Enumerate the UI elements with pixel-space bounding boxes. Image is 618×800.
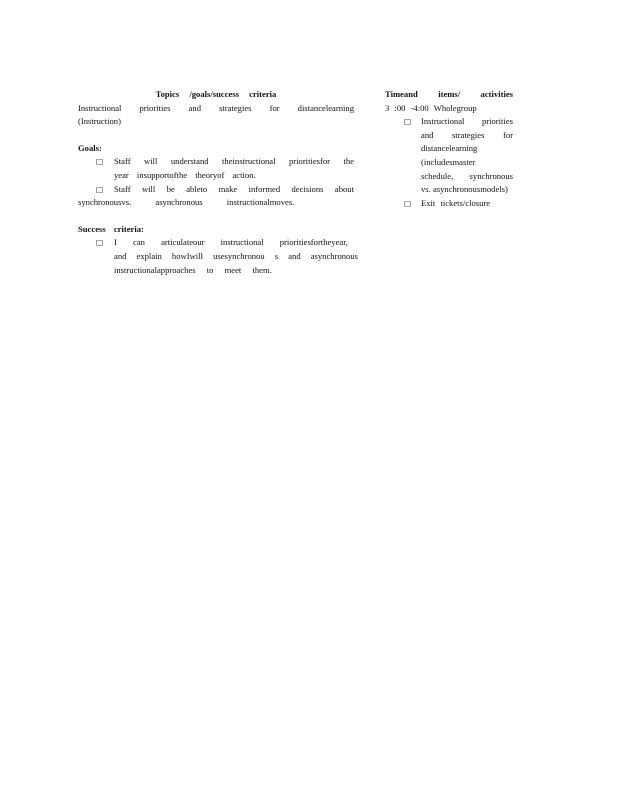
- goal-text-line: year insupportofthe theoryof action.: [114, 169, 256, 180]
- goals-list: [78, 155, 354, 209]
- time-line: 3 :00 -4:00 Wholegroup: [385, 102, 477, 113]
- activities-list: [385, 115, 513, 210]
- square-bullet-icon: □: [96, 238, 104, 248]
- square-bullet-icon: □: [404, 198, 412, 208]
- goal-text-line: synchronousvs. asynchronous instructionalmoves.: [78, 197, 295, 208]
- activity-item: [385, 197, 513, 211]
- success-text-line: I can articulateour instructional prioritiesfortheyear,: [114, 237, 348, 248]
- square-bullet-icon: □: [96, 184, 104, 194]
- square-bullet-icon: □: [404, 117, 412, 127]
- topics-heading: Topics /goals/success criteria: [155, 89, 277, 99]
- activity-text-line: (includesmaster: [421, 156, 476, 167]
- activity-text-line: distancelearning: [421, 143, 478, 154]
- activity-text-line: Instructional priorities: [421, 116, 513, 127]
- activity-item: [385, 115, 513, 197]
- activity-text-line: and strategies for: [421, 129, 513, 140]
- session-title-line1: Instructional priorities and strategies for distancelearning: [78, 102, 354, 113]
- topics-goals-column: [78, 88, 358, 277]
- success-text-line: and explain howIwill usesynchronou s and asynchronous: [114, 250, 358, 261]
- square-bullet-icon: □: [96, 157, 104, 167]
- success-criteria-section: [78, 223, 358, 277]
- time-activities-column: [385, 88, 513, 210]
- activity-text-line: Exit tickets/closure: [421, 197, 491, 208]
- goal-item: [78, 155, 354, 182]
- goal-item: [78, 183, 354, 210]
- time-activities-heading: Timeand items/ activities: [385, 89, 513, 99]
- goals-heading: Goals:: [78, 142, 102, 153]
- success-criteria-item: [78, 236, 358, 277]
- success-criteria-list: [78, 236, 358, 277]
- activity-text-line: schedule, synchronous: [421, 170, 513, 181]
- activity-text-line: vs. asynchronousmodels): [421, 184, 508, 195]
- success-text-line: instructionalapproaches to meet them.: [114, 264, 272, 275]
- goal-text-line: Staff will be ableto make informed decisions about: [114, 183, 354, 194]
- success-criteria-heading: Success criteria:: [78, 223, 144, 234]
- session-title-line2: (Instruction): [78, 116, 121, 127]
- goal-text-line: Staff will understand theinstructional prioritiesfor the: [114, 156, 354, 167]
